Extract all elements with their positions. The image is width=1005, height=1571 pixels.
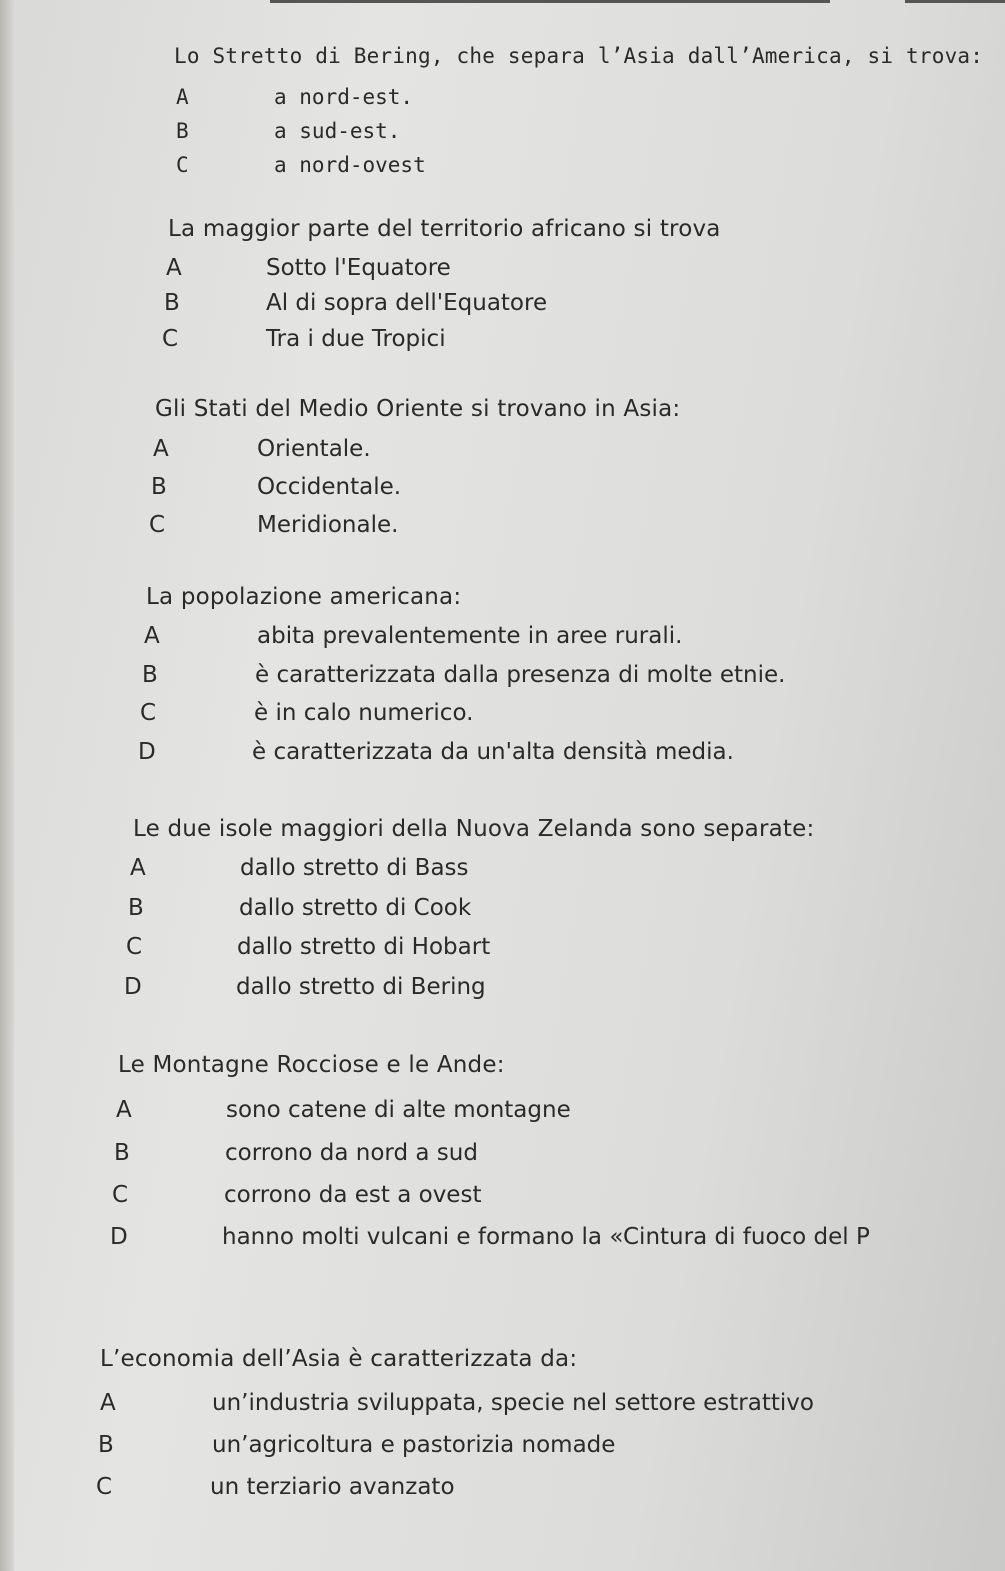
option-text: dallo stretto di Cook (239, 895, 472, 921)
option-text: un’industria sviluppata, specie nel settore estrattivo (212, 1390, 814, 1416)
question-text: Gli Stati del Medio Oriente si trovano in Asia: (155, 396, 681, 422)
option-letter: A (116, 1097, 132, 1123)
option-text: dallo stretto di Hobart (237, 934, 491, 960)
option-letter: B (98, 1432, 114, 1458)
option-letter: C (162, 326, 179, 352)
option-letter: B (164, 290, 180, 316)
option-letter: A (100, 1390, 116, 1416)
option-letter: C (140, 700, 157, 726)
option-text: Sotto l'Equatore (266, 255, 451, 281)
option-text: corrono da est a ovest (224, 1182, 482, 1208)
option-text: Tra i due Tropici (266, 326, 446, 352)
option-letter: B (128, 895, 144, 921)
option-letter: B (142, 662, 158, 688)
option-text: dallo stretto di Bass (240, 855, 469, 881)
option-text: un’agricoltura e pastorizia nomade (212, 1432, 616, 1458)
option-letter: B (114, 1140, 130, 1166)
option-text: abita prevalentemente in aree rurali. (257, 623, 683, 649)
option-letter: C (176, 153, 189, 177)
option-text: a nord-ovest (274, 153, 426, 177)
option-letter: C (112, 1182, 129, 1208)
page-edge (0, 0, 14, 1571)
option-text: sono catene di alte montagne (226, 1097, 571, 1123)
top-rule (270, 0, 830, 3)
option-text: un terziario avanzato (210, 1474, 455, 1500)
option-text: a nord-est. (274, 85, 414, 109)
option-text: a sud-est. (274, 119, 401, 143)
option-text: Meridionale. (257, 512, 399, 538)
option-text: corrono da nord a sud (225, 1140, 478, 1166)
option-letter: B (176, 119, 189, 143)
question-text: La popolazione americana: (146, 584, 462, 610)
option-letter: A (176, 85, 189, 109)
option-letter: D (124, 974, 142, 1000)
option-letter: A (144, 623, 160, 649)
option-text: hanno molti vulcani e formano la «Cintura di fuoco del P (222, 1224, 870, 1250)
option-letter: A (166, 255, 182, 281)
option-text: dallo stretto di Bering (236, 974, 486, 1000)
option-letter: C (126, 934, 143, 960)
option-letter: D (138, 739, 156, 765)
option-text: Orientale. (257, 436, 371, 462)
option-text: è caratterizzata dalla presenza di molte etnie. (255, 662, 786, 688)
option-letter: C (96, 1474, 113, 1500)
option-letter: B (151, 474, 167, 500)
question-text: Lo Stretto di Bering, che separa l’Asia dall’America, si trova: (174, 44, 984, 68)
question-text: La maggior parte del territorio africano si trova (168, 216, 721, 242)
option-letter: A (130, 855, 146, 881)
option-text: Occidentale. (257, 474, 402, 500)
option-text: è caratterizzata da un'alta densità media. (252, 739, 734, 765)
option-letter: D (110, 1224, 128, 1250)
option-letter: A (153, 436, 169, 462)
option-letter: C (149, 512, 166, 538)
top-rule (905, 0, 1005, 3)
question-text: Le Montagne Rocciose e le Ande: (118, 1052, 505, 1078)
question-text: L’economia dell’Asia è caratterizzata da: (100, 1346, 578, 1372)
option-text: Al di sopra dell'Equatore (266, 290, 548, 316)
question-text: Le due isole maggiori della Nuova Zelanda sono separate: (133, 816, 815, 842)
option-text: è in calo numerico. (254, 700, 474, 726)
